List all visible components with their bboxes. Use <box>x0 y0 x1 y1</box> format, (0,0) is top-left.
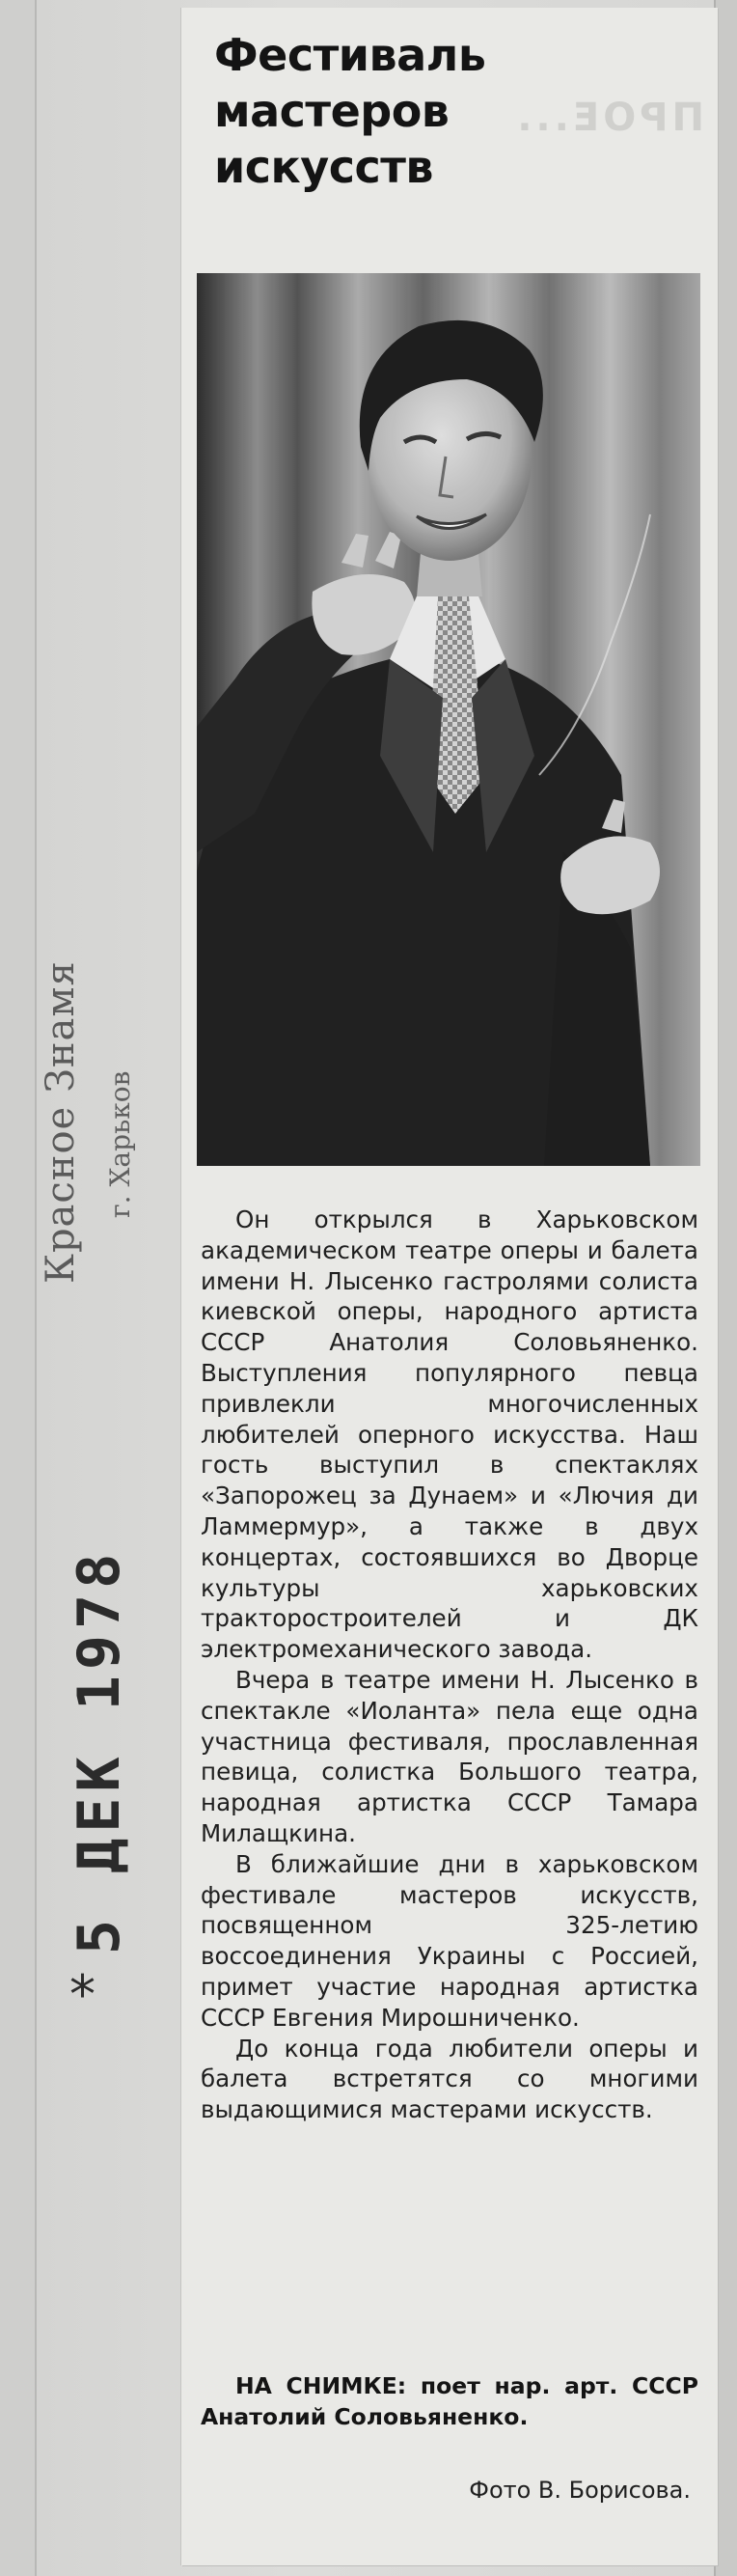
article-body <box>201 1205 698 2125</box>
article-title <box>214 27 619 195</box>
photo-caption: НА СНИМКЕ: поет нар. арт. СССР Анатолий Соловьяненко. <box>201 2372 698 2430</box>
date-stamp-star-icon: * <box>69 1964 96 2025</box>
article-paragraph: В ближайшие дни в харьковском фестивале мастеров искусств, посвященном 325-летию воссоединения Украины с Россией, примет участие народная артистка СССР Евгения Мирошниченко. <box>201 1849 698 2032</box>
bleed-through-text: ПРОЕ... <box>513 96 704 140</box>
title-line-2: мастеров <box>214 85 450 137</box>
newspaper-name-stamp: Красное Знамя <box>39 960 83 1284</box>
singer-photo-image <box>197 273 700 1166</box>
article-paragraph: Вчера в театре имени Н. Лысенко в спектакле «Иоланта» пела еще одна участница фестиваля, прославленная певица, солистка Большого театра, народная артистка СССР Тамара Милащкина. <box>201 1665 698 1847</box>
singer-photo <box>197 273 700 1166</box>
city-stamp: г. Харьков <box>104 1070 136 1218</box>
article-paragraph: До конца года любители оперы и балета встретятся со многими выдающимися мастерами искусств. <box>201 2034 698 2124</box>
date-stamp: 5 ДЕК 1978 <box>66 1547 133 1954</box>
title-line-1: Фестиваль <box>214 29 486 81</box>
article-paragraph: Он открылся в Харьковском академическом театре оперы и балета имени Н. Лысенко гастролями солиста киевской оперы, народного артиста СССР Анатолия Соловьяненко. Выступления популярного певца привлекли многочисленных любителей оперного искусства. Наш гость выступил в спектаклях «Запорожец за Дунаем» и «Лючия ди Ламмермур», а также в двух концертах, состоявшихся во Дворце культуры харьковских тракторостроителей и ДК электромеханического завода. <box>201 1205 698 1664</box>
photo-credit: Фото В. Борисова. <box>469 2477 691 2504</box>
title-line-3: искусств <box>214 141 434 193</box>
album-binding-strip <box>0 0 37 2576</box>
